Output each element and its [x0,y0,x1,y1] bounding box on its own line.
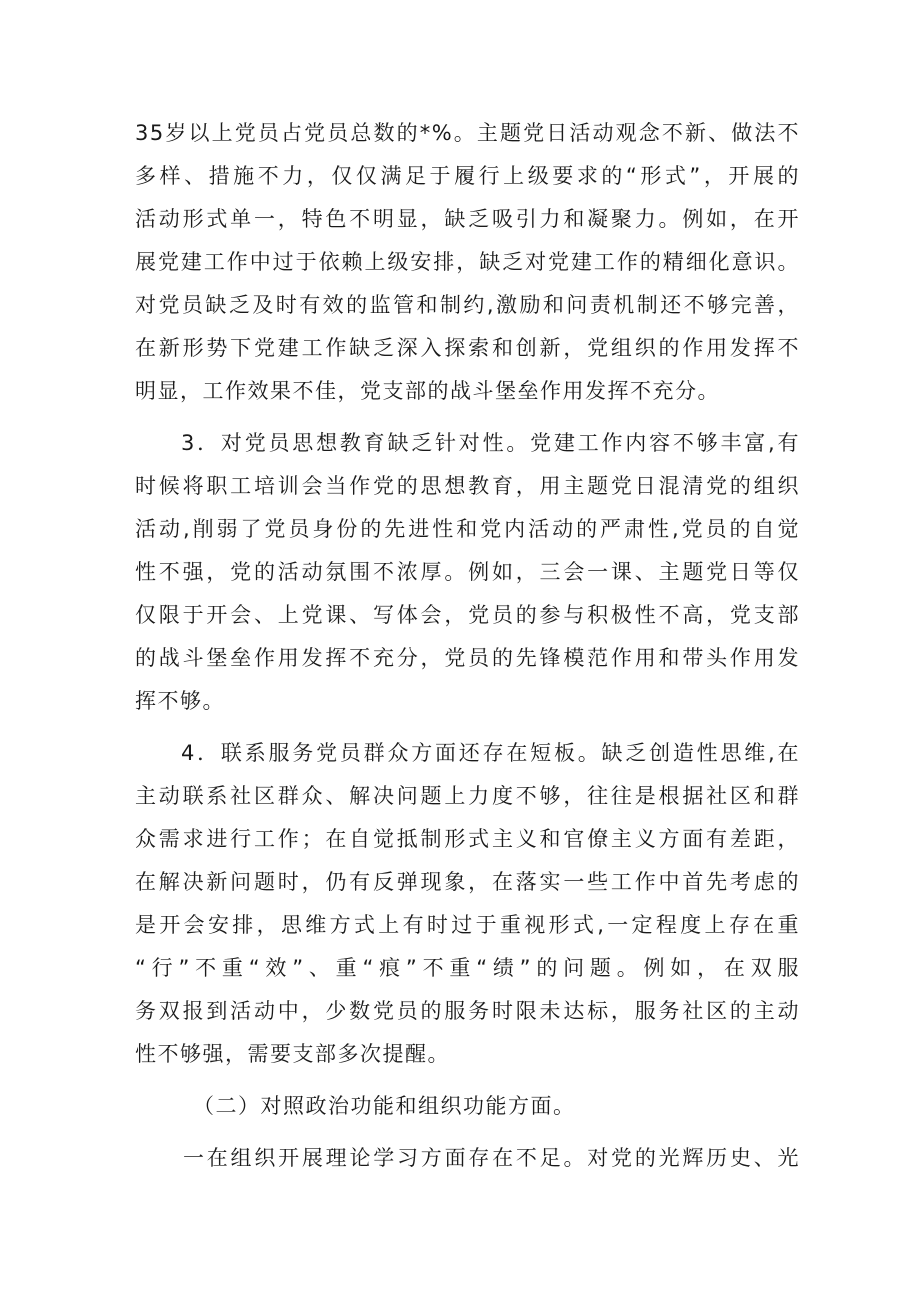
paragraph-item-4 [135,732,800,1076]
text-line: 35岁以上党员占党员总数的*%。主题党日活动观念不新、做法不 [135,121,800,145]
text-line: 一在组织开展理论学习方面存在不足。对党的光辉历史、光 [183,1146,800,1170]
text-line: 挥不够。 [135,689,225,713]
text-line: 性不强，党的活动氛围不浓厚。例如，三会一课、主题党日等仅 [135,560,800,584]
text-line: 众需求进行工作；在自觉抵制形式主义和官僚主义方面有差距， [135,827,800,851]
text-line: “行”不重“效”、重“痕”不重“绩”的问题。例如，在双服 [135,956,800,980]
text-line: 性不够强，需要支部多次提醒。 [135,1042,450,1066]
text-line: 展党建工作中过于依赖上级安排，缺乏对党建工作的精细化意识。 [135,250,800,274]
text-line: 主动联系社区群众、解决问题上力度不够，往往是根据社区和群 [135,784,800,808]
text-line: 活动,削弱了党员身份的先进性和党内活动的严肃性,党员的自觉 [135,517,800,541]
paragraph-intro [135,112,800,413]
text-line: 4．联系服务党员群众方面还存在短板。缺乏创造性思维,在 [181,741,800,765]
paragraph-political-function [135,1137,800,1180]
text-line: 时候将职工培训会当作党的思想教育，用主题党日混清党的组织 [135,474,800,498]
text-line: 在解决新问题时，仍有反弹现象，在落实一些工作中首先考虑的 [135,870,800,894]
text-line: （二）对照政治功能和组织功能方面。 [193,1094,576,1118]
text-line: 对党员缺乏及时有效的监管和制约,激励和问责机制还不够完善， [135,293,800,317]
paragraph-item-3 [135,422,800,723]
text-line: 活动形式单一，特色不明显，缺乏吸引力和凝聚力。例如，在开 [135,207,800,231]
text-line: 仅限于开会、上党课、写体会，党员的参与积极性不高，党支部 [135,603,800,627]
text-line: 3．对党员思想教育缺乏针对性。党建工作内容不够丰富,有 [181,431,800,455]
text-line: 是开会安排，思维方式上有时过于重视形式,一定程度上存在重 [135,913,800,937]
text-line: 明显，工作效果不佳，党支部的战斗堡垒作用发挥不充分。 [135,379,720,403]
section-heading [135,1085,800,1128]
text-line: 务双报到活动中，少数党员的服务时限未达标，服务社区的主动 [135,999,800,1023]
text-line: 在新形势下党建工作缺乏深入探索和创新，党组织的作用发挥不 [135,336,800,360]
document-body [135,112,800,1180]
text-line: 多样、措施不力，仅仅满足于履行上级要求的“形式”，开展的 [135,164,800,188]
text-line: 的战斗堡垒作用发挥不充分，党员的先锋模范作用和带头作用发 [135,646,800,670]
